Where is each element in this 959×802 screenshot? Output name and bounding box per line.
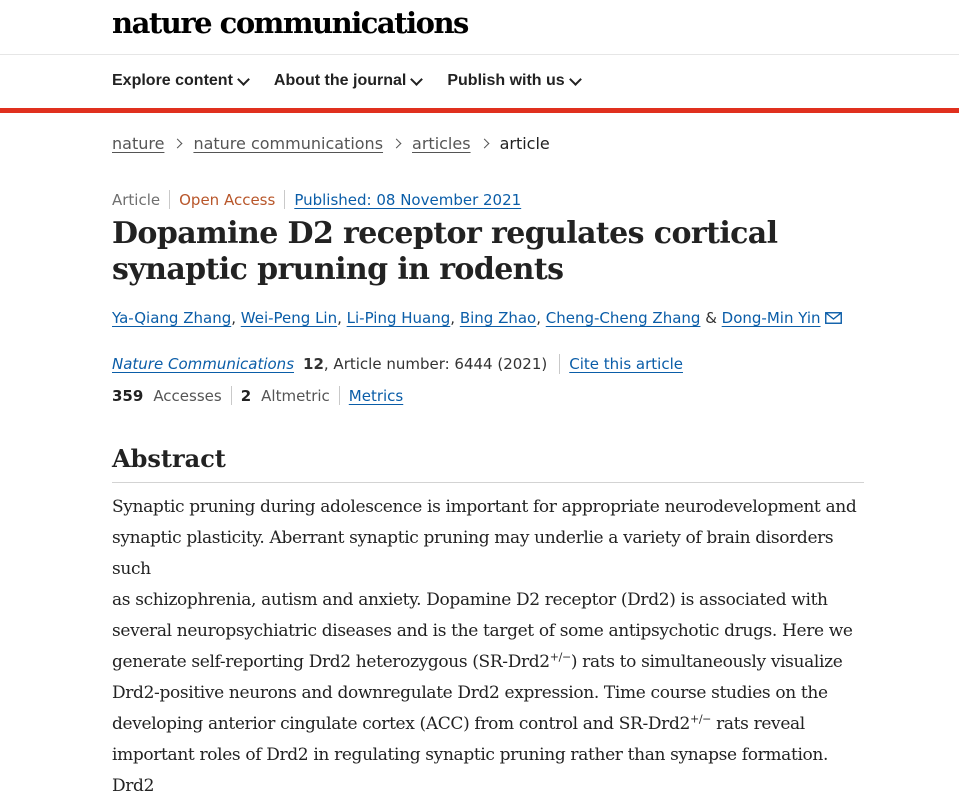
chevron-right-icon (173, 139, 183, 149)
nav-explore-content[interactable] (112, 72, 248, 90)
chevron-right-icon (392, 139, 402, 149)
mail-icon[interactable] (825, 310, 842, 328)
citation-line (112, 354, 683, 374)
author-link[interactable]: Ya-Qiang Zhang (112, 309, 232, 327)
abstract-text (112, 492, 872, 802)
breadcrumb-link-articles[interactable]: articles (412, 134, 471, 153)
breadcrumb-link-nature[interactable]: nature (112, 134, 165, 153)
author-separator: , (536, 309, 546, 327)
author-ampersand: & (700, 309, 722, 327)
accesses-label: Accesses (153, 386, 222, 405)
breadcrumb-link-nature-communications[interactable]: nature communications (193, 134, 384, 153)
divider (559, 354, 560, 374)
divider (169, 190, 170, 209)
abstract-line: as schizophrenia, autism and anxiety. Dopamine D2 receptor (Drd2) is associated with (112, 590, 828, 610)
nav-publish-with-us-label: Publish with us (447, 72, 565, 89)
nav-explore-content-label: Explore content (112, 72, 233, 89)
header-divider (0, 54, 959, 55)
chevron-right-icon (479, 139, 489, 149)
abstract-divider (112, 482, 864, 483)
abstract-heading: Abstract (112, 444, 226, 473)
author-separator: , (450, 309, 460, 327)
author-list (112, 309, 842, 328)
journal-link[interactable]: Nature Communications (112, 355, 295, 373)
author-separator: , (337, 309, 347, 327)
abstract-line: Synaptic pruning during adolescence is important for appropriate neurodevelopment and (112, 497, 857, 517)
altmetric-count: 2 (240, 386, 252, 405)
chevron-down-icon (237, 73, 250, 86)
main-nav (112, 72, 580, 90)
accesses-count: 359 (112, 386, 144, 405)
abstract-line: important roles of Drd2 in regulating synaptic pruning rather than synapse formation. Drd2 (112, 745, 829, 796)
author-link[interactable]: Li-Ping Huang (346, 309, 451, 327)
metrics-link[interactable]: Metrics (348, 386, 404, 405)
divider (231, 386, 232, 405)
divider (339, 386, 340, 405)
abstract-line: several neuropsychiatric diseases and is the target of some antipsychotic drugs. Here we (112, 621, 853, 641)
article-metrics (112, 386, 403, 405)
heterozygous-superscript: +/− (689, 712, 712, 726)
abstract-line: synaptic plasticity. Aberrant synaptic pruning may underlie a variety of brain disorders such (112, 528, 834, 579)
volume: 12 (303, 355, 324, 373)
breadcrumb-current: article (499, 134, 550, 153)
article-title: Dopamine D2 receptor regulates cortical synaptic pruning in rodents (112, 216, 778, 287)
article-type: Article (112, 190, 161, 209)
nav-about-journal[interactable] (274, 72, 421, 90)
author-link[interactable]: Cheng-Cheng Zhang (545, 309, 701, 327)
abstract-line: Drd2-positive neurons and downregulate Drd2 expression. Time course studies on the (112, 683, 828, 703)
abstract-line-part: generate self-reporting Drd2 heterozygous (SR-Drd2 (112, 652, 550, 672)
accent-bar (0, 108, 959, 113)
chevron-down-icon (569, 73, 582, 86)
published-date-link[interactable]: Published: 08 November 2021 (294, 190, 522, 209)
abstract-line-part: developing anterior cingulate cortex (ACC) from control and SR-Drd2 (112, 714, 690, 734)
abstract-line-part: ) rats to simultaneously visualize (570, 652, 843, 672)
cite-article-link[interactable]: Cite this article (569, 355, 683, 373)
altmetric-label: Altmetric (261, 386, 330, 405)
author-link[interactable]: Dong-Min Yin (721, 309, 821, 327)
breadcrumb (112, 134, 550, 153)
author-link[interactable]: Wei-Peng Lin (240, 309, 338, 327)
abstract-line-part: rats reveal (711, 714, 805, 734)
site-logo[interactable]: nature communications (112, 6, 468, 40)
article-number: , Article number: 6444 (2021) (323, 355, 548, 373)
nav-about-journal-label: About the journal (273, 72, 407, 89)
heterozygous-superscript: +/− (549, 650, 571, 664)
author-separator: , (231, 309, 241, 327)
open-access-badge: Open Access (179, 190, 276, 209)
chevron-down-icon (410, 73, 423, 86)
nav-publish-with-us[interactable] (447, 72, 579, 90)
author-link[interactable]: Bing Zhao (459, 309, 537, 327)
divider (284, 190, 285, 209)
article-meta (112, 190, 521, 209)
